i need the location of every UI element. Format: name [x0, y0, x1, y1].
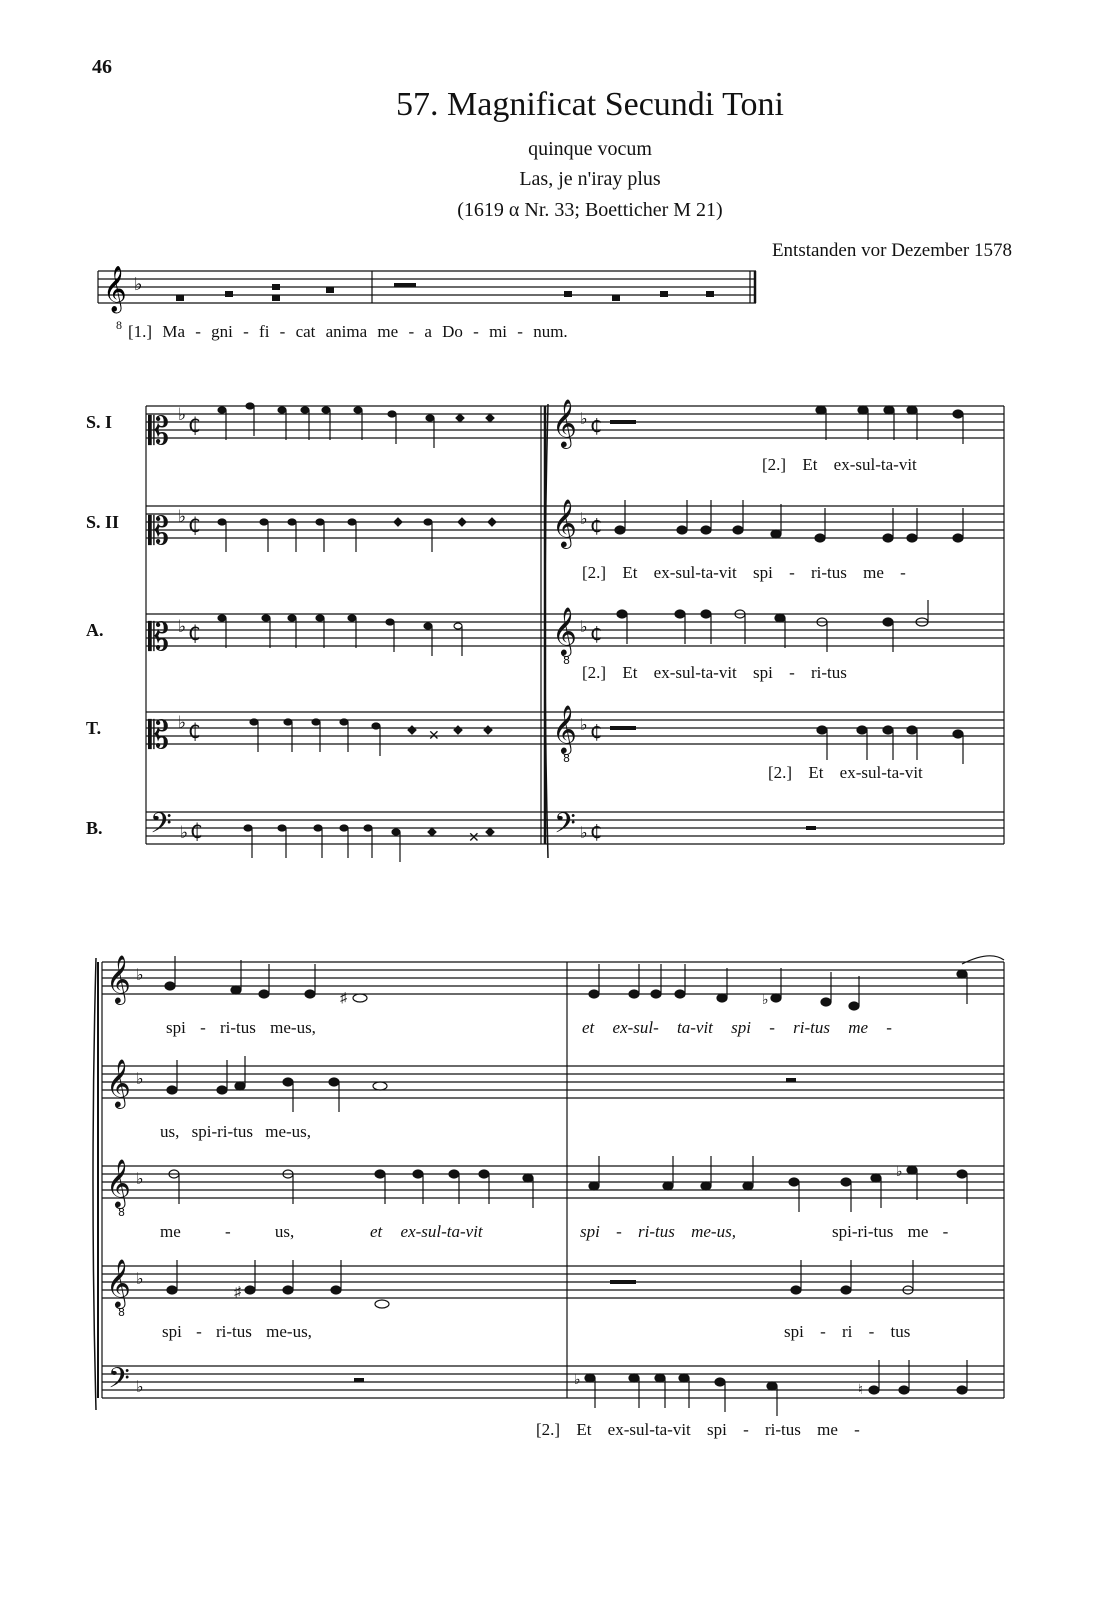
- treble-clef-icon: 𝄞: [106, 954, 131, 1003]
- treble-clef-icon: 𝄞: [552, 398, 577, 447]
- bass-lyrics-system2: [2.] Et ex-sul-ta-vit spi - ri-tus me -: [536, 1420, 860, 1439]
- system2-staves: [98, 962, 1004, 1398]
- system-brace: [93, 958, 96, 1410]
- svg-text:♭: ♭: [136, 965, 144, 984]
- tenor-lyrics-system1: [2.] Et ex-sul-ta-vit: [768, 763, 923, 782]
- flat-icon: ♭: [178, 713, 187, 733]
- system2-clefs: [106, 954, 144, 1402]
- svg-text:♭: ♭: [896, 1165, 903, 1180]
- svg-text:✕: ✕: [428, 729, 440, 744]
- treble-clef-icon: 𝄞: [106, 1258, 131, 1307]
- svg-text:8: 8: [563, 654, 570, 667]
- alto-lyrics-system2-c: spi - ri-tus me-us,: [580, 1222, 736, 1241]
- bass-clef-icon: 𝄢: [150, 807, 172, 847]
- svg-text:♭: ♭: [580, 509, 588, 528]
- s1-lyrics-system2-a: spi - ri-tus me-us,: [166, 1018, 316, 1037]
- composition-date-note: Entstanden vor Dezember 1578: [771, 240, 1012, 261]
- svg-text:₵: ₵: [590, 415, 603, 437]
- treble-clef-icon: 𝄞: [552, 704, 577, 753]
- alto-lyrics-system2-d: spi-ri-tus me -: [832, 1222, 949, 1241]
- tenor-lyrics-system2-a: spi - ri-tus me-us,: [162, 1322, 312, 1341]
- svg-text:♭: ♭: [136, 1269, 144, 1288]
- cut-time-icon: ₵: [188, 413, 201, 437]
- s1-lyrics-system1: [2.] Et ex-sul-ta-vit: [762, 455, 917, 474]
- voice-label-bass: B.: [86, 818, 103, 838]
- system1-incipit-notes: [218, 403, 496, 862]
- alto-lyrics-system2-b: et ex-sul-ta-vit: [370, 1222, 483, 1241]
- svg-text:₵: ₵: [590, 515, 603, 537]
- treble-clef-icon: 𝄞: [106, 1158, 131, 1207]
- svg-text:♭: ♭: [580, 617, 588, 636]
- voice-label-tenor: T.: [86, 718, 102, 738]
- system1-modern-notes: [610, 406, 963, 830]
- svg-text:♭: ♭: [580, 823, 588, 842]
- system2-notes: [165, 956, 1004, 1416]
- svg-text:♭: ♭: [574, 1373, 581, 1388]
- voice-label-soprano-2: S. II: [86, 512, 120, 532]
- page-number: 46: [92, 56, 112, 78]
- treble-clef-icon: 𝄞: [552, 498, 577, 547]
- subtitle-catalog: (1619 α Nr. 33; Boetticher M 21): [457, 199, 723, 221]
- svg-text:₵: ₵: [590, 623, 603, 645]
- svg-text:♭: ♭: [136, 1169, 144, 1188]
- alto-clef-icon: 𝄡: [148, 409, 170, 453]
- svg-text:✕: ✕: [468, 831, 480, 846]
- s1-lyrics-system2-b: et ex-sul- ta-vit spi - ri-tus me -: [582, 1018, 892, 1037]
- alto-clef-icon: 𝄡: [148, 615, 170, 659]
- subtitle-source-chanson: Las, je n'iray plus: [519, 168, 661, 190]
- alto-lyrics-system2-a: me - us,: [160, 1222, 295, 1241]
- svg-text:♯: ♯: [340, 991, 347, 1006]
- flat-icon: ♭: [178, 617, 187, 637]
- flat-icon: ♭: [178, 507, 187, 527]
- intonation-notes: [176, 283, 714, 301]
- piece-title: 57. Magnificat Secundi Toni: [396, 86, 784, 123]
- svg-text:₵: ₵: [590, 821, 603, 843]
- s2-lyrics-system1: [2.] Et ex-sul-ta-vit spi - ri-tus me -: [582, 563, 906, 582]
- subtitle-voices: quinque vocum: [528, 138, 652, 160]
- treble-clef-icon: 𝄞: [552, 606, 577, 655]
- svg-text:♮: ♮: [858, 1383, 864, 1398]
- intonation-lyrics: [1.] Ma - gni - fi - cat anima me - a Do - mi - num.: [128, 322, 568, 341]
- bass-clef-icon: 𝄢: [108, 1362, 130, 1402]
- svg-text:♯: ♯: [234, 1285, 241, 1300]
- svg-text:♭: ♭: [136, 1069, 144, 1088]
- bass-clef-icon: 𝄢: [554, 807, 576, 847]
- alto-clef-icon: 𝄡: [148, 509, 170, 553]
- flat-icon: ♭: [178, 405, 187, 425]
- svg-text:♭: ♭: [136, 1377, 144, 1396]
- cut-time-icon: ₵: [188, 719, 201, 743]
- s2-lyrics-system2: us, spi-ri-tus me-us,: [160, 1122, 312, 1141]
- cut-time-icon: ₵: [190, 819, 203, 843]
- svg-text:♭: ♭: [580, 715, 588, 734]
- treble-clef-icon: 𝄞: [103, 266, 127, 312]
- alto-clef-icon: 𝄡: [148, 713, 170, 757]
- voice-label-soprano-1: S. I: [86, 412, 113, 432]
- tenor-lyrics-system2-b: spi - ri - tus: [784, 1322, 911, 1341]
- svg-text:₵: ₵: [590, 721, 603, 743]
- flat-icon: ♭: [180, 823, 189, 843]
- svg-text:♭: ♭: [580, 409, 588, 428]
- alto-lyrics-system1: [2.] Et ex-sul-ta-vit spi - ri-tus: [582, 663, 847, 682]
- cut-time-icon: ₵: [188, 621, 201, 645]
- svg-text:♭: ♭: [762, 993, 769, 1008]
- treble-clef-icon: 𝄞: [106, 1058, 131, 1107]
- flat-icon: ♭: [134, 274, 143, 295]
- svg-text:8: 8: [118, 1206, 125, 1219]
- intonation-octave-mark: 8: [116, 318, 122, 332]
- intonation-staff: [98, 271, 756, 303]
- system1-incipit-clefs: [148, 405, 203, 847]
- svg-text:8: 8: [118, 1306, 125, 1319]
- cut-time-icon: ₵: [188, 513, 201, 537]
- voice-label-alto: A.: [86, 620, 104, 640]
- svg-text:8: 8: [563, 752, 570, 765]
